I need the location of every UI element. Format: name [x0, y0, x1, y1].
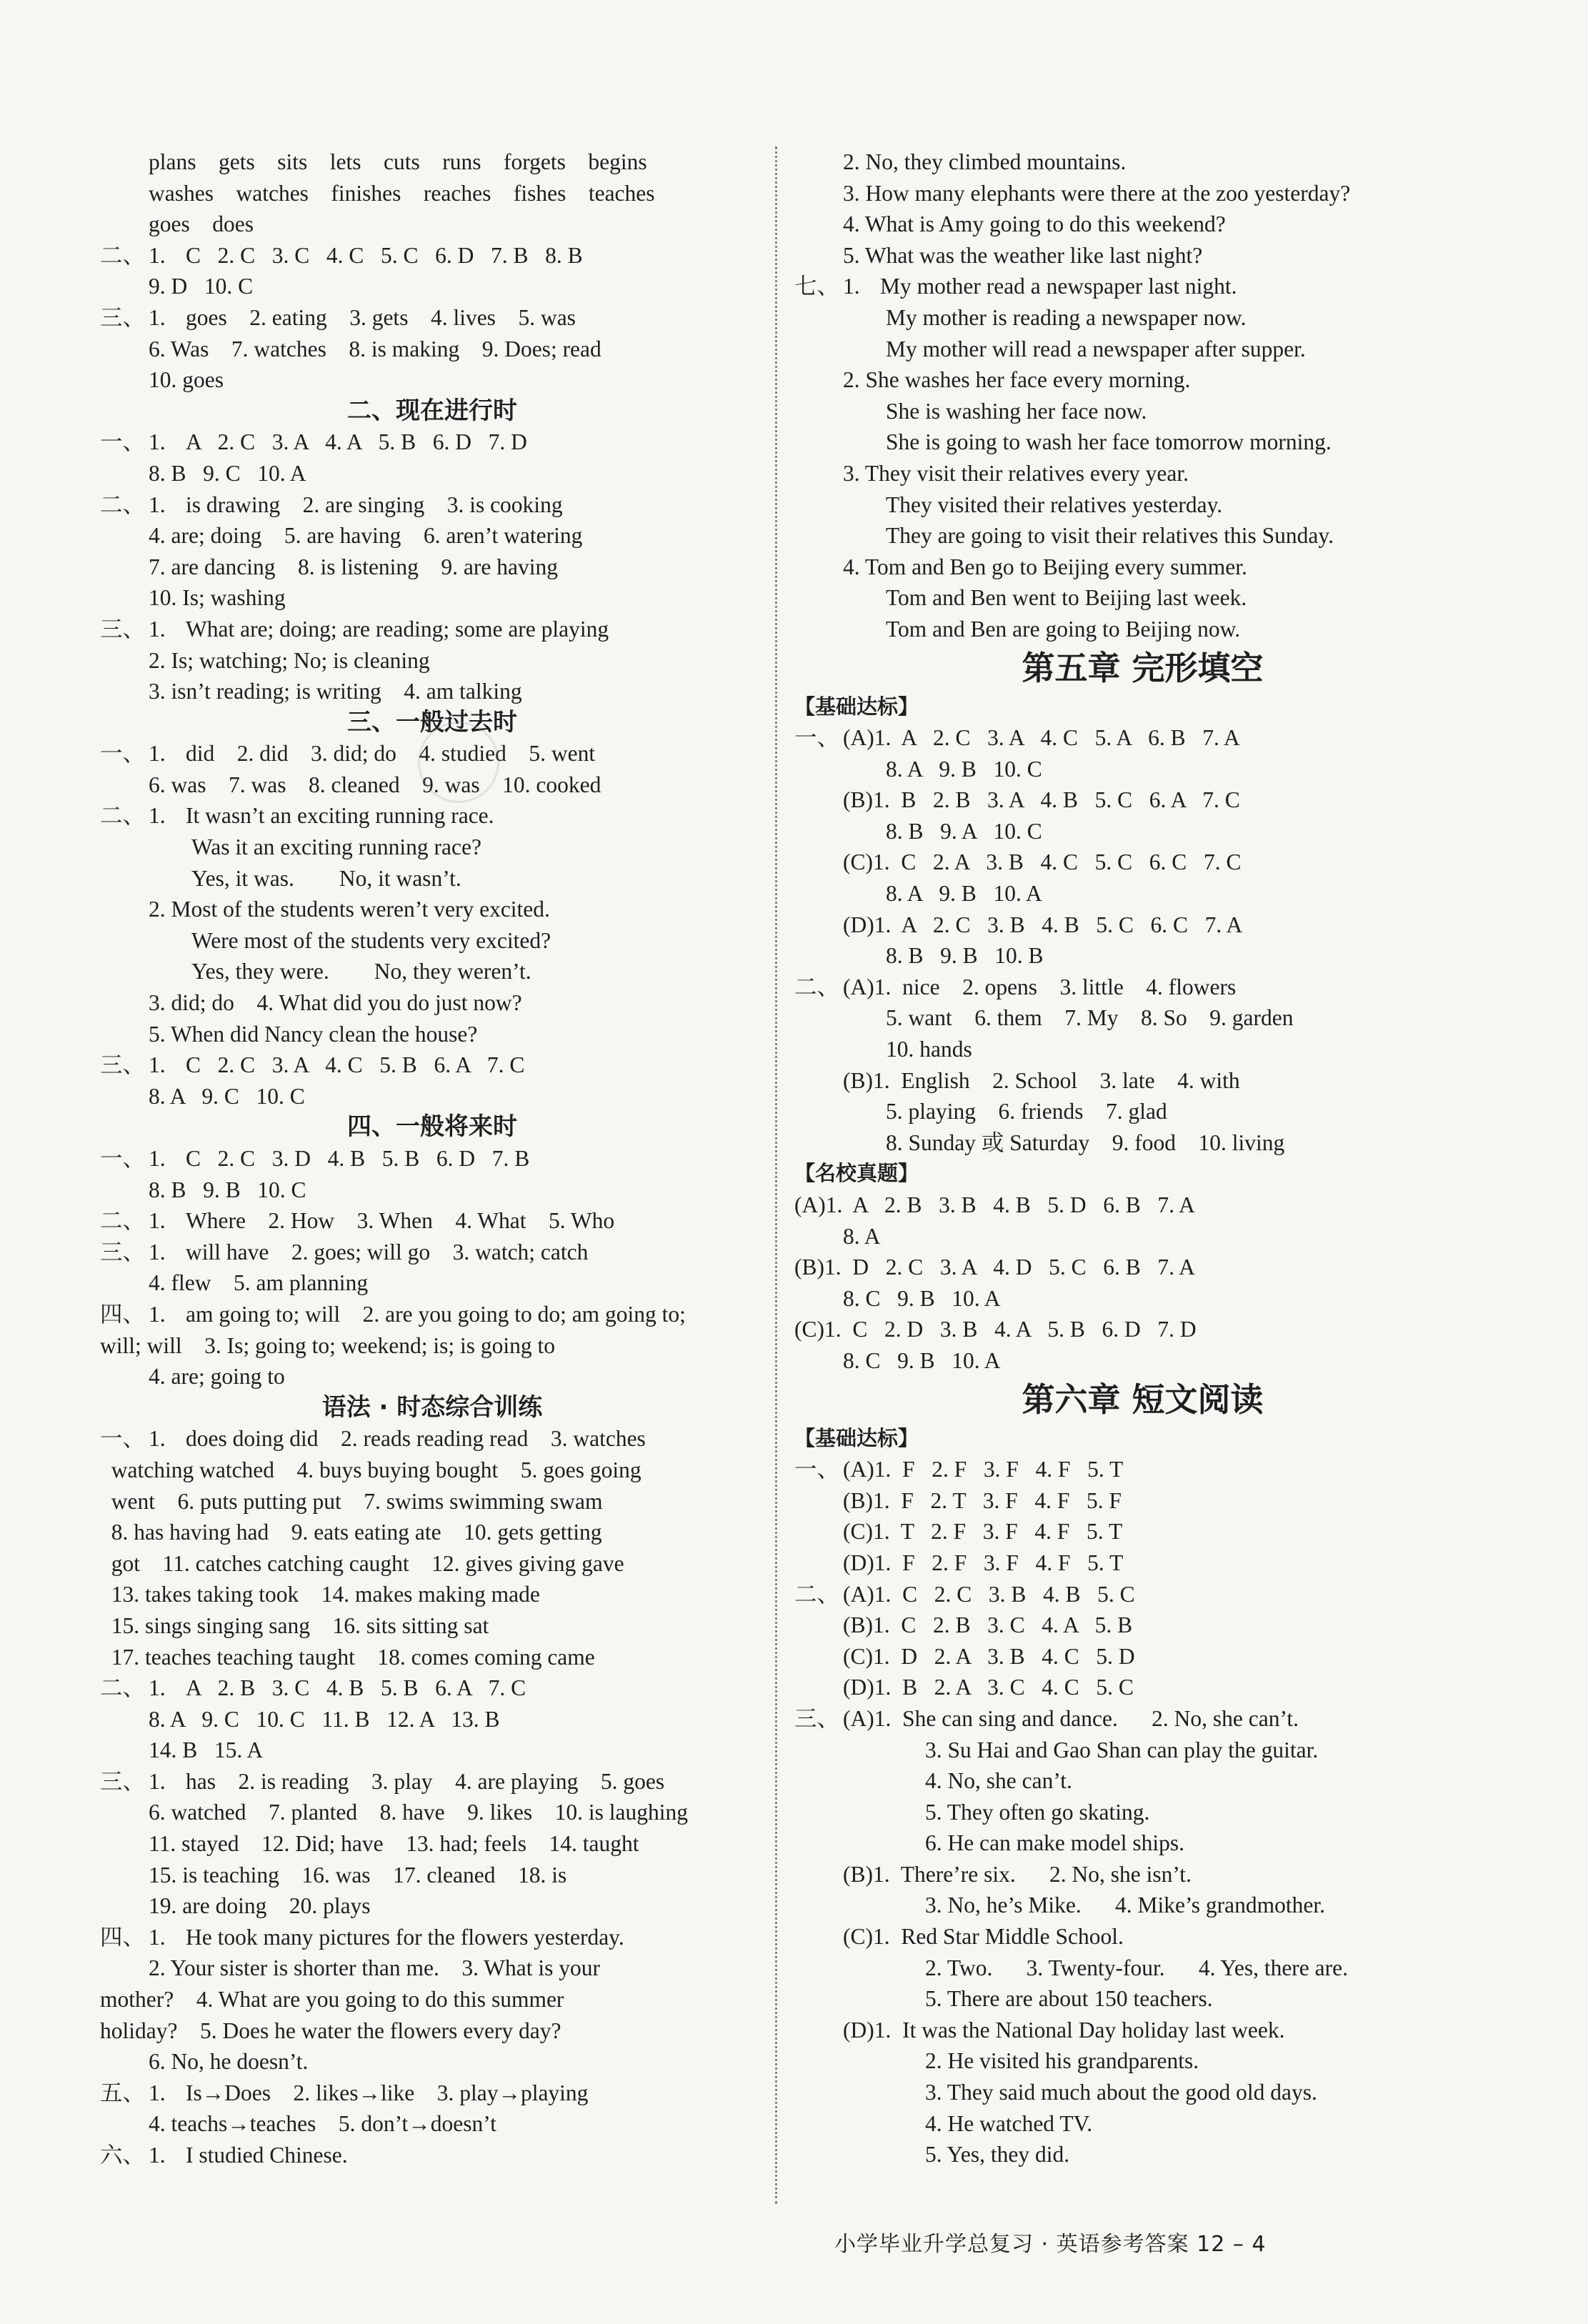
answer-text: She is washing her face now. [886, 398, 1147, 424]
item-number: 1. [149, 1426, 166, 1452]
answer-text: 10. goes [149, 367, 224, 393]
answer-line [794, 1827, 1491, 1859]
answer-text: 3. They said much about the good old days. [925, 2080, 1317, 2105]
answer-text: 3. isn’t reading; is writing 4. am talking [149, 679, 522, 704]
section-marker: 一、 [794, 725, 840, 751]
answer-line [100, 1704, 764, 1735]
answer-text: got 11. catches catching caught 12. gives giving gave [100, 1550, 624, 1576]
section-marker: 三、 [100, 1768, 146, 1794]
subsection-label: 【基础达标】 [794, 1425, 919, 1450]
answer-line [100, 863, 764, 894]
answer-text: (D)1. F 2. F 3. F 4. F 5. T [843, 1550, 1124, 1575]
answer-text: (A)1. A 2. B 3. B 4. B 5. D 6. B 7. A [794, 1192, 1195, 1217]
answer-text: 5. They often go skating. [925, 1799, 1150, 1825]
answer-text: went 6. puts putting put 7. swims swimming swam [100, 1488, 603, 1514]
answer-text: 2. Most of the students weren’t very excited. [149, 897, 550, 922]
answer-line [794, 427, 1491, 458]
answer-text: 6. Was 7. watches 8. is making 9. Does; read [149, 336, 601, 361]
answer-text: (B)1. English 2. School 3. late 4. with [843, 1067, 1240, 1093]
answer-text: 5. When did Nancy clean the house? [149, 1021, 478, 1047]
section-heading: 二、现在进行时 [347, 396, 517, 425]
answer-line [794, 1797, 1491, 1828]
answer-line [794, 972, 1491, 1003]
answer-line [100, 1486, 764, 1517]
answer-text: 3. They visit their relatives every year. [843, 460, 1189, 486]
faint-stamp-mark [418, 722, 499, 803]
answer-text: 4. Tom and Ben go to Beijing every summer. [843, 554, 1247, 579]
answer-line [100, 1548, 764, 1580]
item-number: 1. [149, 1052, 166, 1078]
answer-text: (C)1. Red Star Middle School. [843, 1924, 1124, 1950]
answer-text: 7. are dancing 8. is listening 9. are having [149, 554, 558, 579]
answer-line [100, 800, 764, 832]
item-number: 1. [149, 803, 166, 829]
answer-text: 9. D 10. C [149, 274, 254, 299]
answer-text: 4. are; going to [149, 1364, 285, 1390]
answer-line [100, 1828, 764, 1860]
answer-text: A 2. B 3. C 4. B 5. B 6. A 7. C [186, 1675, 526, 1701]
answer-line [100, 2140, 764, 2171]
answer-line [100, 334, 764, 365]
section-marker: 二、 [794, 1581, 840, 1607]
answer-line [794, 1610, 1491, 1641]
answer-line [794, 2139, 1491, 2170]
answer-text: (A)1. nice 2. opens 3. little 4. flowers [843, 974, 1237, 999]
answer-line [794, 909, 1491, 941]
section-marker: 三、 [100, 304, 146, 330]
answer-line [794, 1579, 1491, 1610]
answer-text: 4. He watched TV. [925, 2110, 1093, 2136]
answer-text: 4. are; doing 5. are having 6. aren’t watering [149, 523, 583, 549]
answer-text: 14. B 15. A [149, 1737, 264, 1763]
answer-text: He took many pictures for the flowers yesterday. [186, 1924, 624, 1950]
answer-text: Was it an exciting running race? [191, 834, 481, 860]
answer-text: 5. Yes, they did. [925, 2142, 1070, 2168]
item-number: 1. [149, 2080, 166, 2105]
answer-line [100, 1081, 764, 1112]
section-marker: 三、 [100, 1052, 146, 1078]
section-marker: 四、 [100, 1301, 146, 1327]
answer-line [794, 847, 1491, 878]
answer-text: 6. He can make model ships. [925, 1830, 1185, 1856]
answer-text: 5. There are about 150 teachers. [925, 1986, 1213, 2012]
answer-text: 6. No, he doesn’t. [149, 2049, 309, 2075]
answer-text: (A)1. C 2. C 3. B 4. B 5. C [843, 1581, 1135, 1607]
subsection-label: 【名校真题】 [794, 1161, 919, 1186]
answer-line [794, 209, 1491, 240]
answer-text: 8. C 9. B 10. A [843, 1285, 1001, 1311]
answer-line [794, 1096, 1491, 1127]
answer-line [794, 784, 1491, 816]
answer-line [794, 1735, 1491, 1766]
answer-text: will have 2. goes; will go 3. watch; catch [186, 1239, 589, 1265]
item-number: 1. [149, 616, 166, 642]
answer-line [794, 878, 1491, 909]
answer-line [794, 1127, 1491, 1159]
section-marker: 一、 [100, 1426, 146, 1452]
answer-line [794, 520, 1491, 552]
answer-line [100, 1267, 764, 1299]
answer-text: did 2. did 3. did; do 4. studied 5. went [186, 741, 596, 767]
answer-line [794, 1485, 1491, 1517]
answer-text: (B)1. C 2. B 3. C 4. A 5. B [843, 1612, 1133, 1638]
answer-text: 15. is teaching 16. was 17. cleaned 18. is [149, 1862, 567, 1887]
answer-line [794, 1454, 1491, 1485]
answer-line [794, 1765, 1491, 1797]
answer-text: (B)1. D 2. C 3. A 4. D 5. C 6. B 7. A [794, 1255, 1195, 1280]
answer-line [794, 754, 1491, 785]
answer-text: 5. want 6. them 7. My 8. So 9. garden [886, 1005, 1294, 1031]
section-marker: 四、 [100, 1924, 146, 1950]
answer-text: They are going to visit their relatives this Sunday. [886, 523, 1334, 549]
answer-line [100, 1642, 764, 1673]
left-column [100, 146, 764, 2171]
answer-text: (C)1. C 2. D 3. B 4. A 5. B 6. D 7. D [794, 1317, 1197, 1342]
answer-line [100, 925, 764, 957]
answer-line [794, 1252, 1491, 1283]
section-marker: 一、 [100, 429, 146, 455]
answer-text: plans gets sits lets cuts runs forgets begins [149, 149, 647, 174]
answer-line [794, 614, 1491, 645]
answer-text: 17. teaches teaching taught 18. comes coming came [100, 1644, 595, 1670]
answer-text: My mother will read a newspaper after supper. [886, 336, 1306, 361]
answer-line [100, 1766, 764, 1797]
answer-text: Is→Does 2. likes→like 3. play→playing [186, 2080, 589, 2105]
answer-line [100, 2078, 764, 2109]
answer-text: C 2. C 3. A 4. C 5. B 6. A 7. C [186, 1052, 525, 1078]
answer-text: 2. She washes her face every morning. [843, 367, 1191, 393]
answer-line [794, 2108, 1491, 2140]
item-number: 1. [149, 242, 166, 268]
answer-line [794, 2077, 1491, 2108]
section-marker: 一、 [794, 1457, 840, 1482]
answer-text: will; will 3. Is; going to; weekend; is; is going to [100, 1332, 555, 1358]
answer-text: 5. playing 6. friends 7. glad [886, 1099, 1167, 1124]
answer-text: 4. teachs→teaches 5. don’t→doesn’t [149, 2111, 496, 2137]
answer-line [794, 1672, 1491, 1703]
answer-line [794, 582, 1491, 614]
answer-text: She is going to wash her face tomorrow morning. [886, 429, 1332, 455]
answer-text: 6. was 7. was 8. cleaned 9. was 10. cooked [149, 772, 601, 797]
section-marker: 二、 [100, 1675, 146, 1701]
answer-line [100, 364, 764, 396]
answer-text: 3. Su Hai and Gao Shan can play the guitar. [925, 1737, 1319, 1762]
answer-line [794, 1345, 1491, 1377]
answer-line [794, 1921, 1491, 1953]
answer-line [100, 458, 764, 489]
answer-text: Yes, they were. No, they weren’t. [191, 959, 531, 984]
answer-text: 8. A 9. B 10. C [886, 756, 1042, 782]
answer-line [100, 552, 764, 583]
answer-text: 5. What was the weather like last night? [843, 242, 1203, 268]
answer-text: 2. Two. 3. Twenty-four. 4. Yes, there are. [925, 1955, 1348, 1980]
answer-text: 2. Your sister is shorter than me. 3. What is your [149, 1955, 600, 1981]
answer-line [100, 271, 764, 302]
answer-line [794, 146, 1491, 178]
answer-line [794, 1641, 1491, 1672]
answer-text: (D)1. A 2. C 3. B 4. B 5. C 6. C 7. A [843, 912, 1243, 937]
answer-text: 8. C 9. B 10. A [843, 1347, 1001, 1373]
answer-line [100, 1049, 764, 1081]
answer-text: has 2. is reading 3. play 4. are playing 5. goes [186, 1768, 665, 1794]
answer-line [794, 940, 1491, 972]
item-number: 1. [149, 1239, 166, 1265]
answer-line [100, 178, 764, 209]
answer-text: 4. No, she can’t. [925, 1768, 1072, 1794]
answer-line [794, 271, 1491, 302]
answer-line [100, 1423, 764, 1455]
answer-text: C 2. C 3. C 4. C 5. C 6. D 7. B 8. B [186, 242, 583, 268]
answer-line [100, 209, 764, 240]
answer-line [100, 1890, 764, 1922]
answer-line [100, 1299, 764, 1330]
answer-text: My mother read a newspaper last night. [880, 274, 1237, 299]
answer-line [100, 582, 764, 614]
section-marker: 三、 [794, 1705, 840, 1731]
answer-text: 3. How many elephants were there at the zoo yesterday? [843, 180, 1351, 206]
answer-line [100, 1330, 764, 1362]
section-marker: 二、 [100, 242, 146, 268]
answer-line [100, 1019, 764, 1050]
answer-text: 8. has having had 9. eats eating ate 10. gets getting [100, 1520, 602, 1545]
answer-line [794, 1890, 1491, 1921]
answer-line [794, 489, 1491, 521]
answer-line [100, 1953, 764, 1984]
answer-line [100, 1237, 764, 1268]
answer-text: 11. stayed 12. Did; have 13. had; feels 14. taught [149, 1831, 639, 1857]
answer-text: It wasn’t an exciting running race. [186, 803, 494, 829]
answer-text: 15. sings singing sang 16. sits sitting sat [100, 1612, 489, 1638]
item-number: 1. [149, 1768, 166, 1794]
answer-line [794, 1983, 1491, 2015]
section-marker: 三、 [100, 616, 146, 642]
answer-line [100, 427, 764, 458]
answer-text: 10. hands [886, 1037, 972, 1062]
answer-line [100, 1455, 764, 1486]
answer-line [100, 1175, 764, 1206]
column-divider [775, 146, 777, 2204]
answer-line [794, 1065, 1491, 1097]
answer-text: (A)1. F 2. F 3. F 4. F 5. T [843, 1457, 1124, 1482]
item-number: 1. [149, 1924, 166, 1950]
answer-line [794, 2015, 1491, 2046]
answer-text: 8. B 9. A 10. C [886, 818, 1042, 844]
item-number: 1. [149, 1675, 166, 1701]
section-marker: 一、 [100, 741, 146, 767]
answer-text: 4. flew 5. am planning [149, 1270, 369, 1296]
chapter-heading: 第五章 完形填空 [1022, 648, 1264, 687]
answer-text: (C)1. D 2. A 3. B 4. C 5. D [843, 1643, 1135, 1669]
answer-text: Yes, it was. No, it wasn’t. [191, 865, 461, 891]
answer-text: (C)1. C 2. A 3. B 4. C 5. C 6. C 7. C [843, 849, 1242, 875]
answer-text: Where 2. How 3. When 4. What 5. Who [186, 1208, 615, 1234]
answer-line [100, 832, 764, 863]
answer-line [100, 302, 764, 334]
answer-line [100, 1672, 764, 1704]
answer-line [794, 240, 1491, 271]
answer-text: My mother is reading a newspaper now. [886, 304, 1247, 330]
answer-line [794, 458, 1491, 489]
answer-text: (D)1. B 2. A 3. C 4. C 5. C [843, 1675, 1134, 1700]
answer-line [794, 364, 1491, 396]
answer-text: washes watches finishes reaches fishes teaches [149, 180, 655, 206]
answer-line [794, 302, 1491, 334]
answer-text: 8. A [843, 1223, 881, 1249]
answer-text: Were most of the students very excited? [191, 927, 551, 953]
answer-line [100, 146, 764, 178]
page-footer: 小学毕业升学总复习 · 英语参考答案 12 – 4 [834, 2232, 1267, 2257]
answer-line [100, 2108, 764, 2140]
answer-line [100, 987, 764, 1019]
answer-text: 19. are doing 20. plays [149, 1893, 371, 1919]
answer-text: (D)1. It was the National Day holiday last week. [843, 2017, 1285, 2043]
chapter-heading: 第六章 短文阅读 [1022, 1380, 1264, 1419]
answer-line [100, 489, 764, 521]
answer-text: 2. Is; watching; No; is cleaning [149, 647, 430, 673]
answer-text: 3. No, he’s Mike. 4. Mike’s grandmother. [925, 1892, 1325, 1918]
answer-text: (B)1. F 2. T 3. F 4. F 5. F [843, 1487, 1122, 1513]
answer-text: 10. Is; washing [149, 585, 286, 611]
section-marker: 一、 [100, 1146, 146, 1171]
answer-line [100, 645, 764, 677]
answer-text: 13. takes taking took 14. makes making made [100, 1582, 540, 1607]
answer-line [100, 520, 764, 552]
answer-text: 8. B 9. B 10. C [149, 1177, 306, 1202]
answer-text: 8. Sunday 或 Saturday 9. food 10. living [886, 1129, 1285, 1155]
answer-text: (A)1. She can sing and dance. 2. No, she can’t. [843, 1705, 1299, 1731]
answer-text: They visited their relatives yesterday. [886, 492, 1223, 517]
answer-line [794, 396, 1491, 427]
answer-text: (B)1. There’re six. 2. No, she isn’t. [843, 1861, 1192, 1887]
answer-line [794, 1190, 1491, 1221]
answer-line [794, 1283, 1491, 1315]
subsection-label: 【基础达标】 [794, 694, 919, 719]
answer-line [100, 1205, 764, 1237]
item-number: 1. [149, 1208, 166, 1234]
answer-text: 2. No, they climbed mountains. [843, 149, 1127, 174]
answer-line [100, 1735, 764, 1766]
answer-text: 8. A 9. C 10. C [149, 1083, 305, 1109]
answer-line [100, 1361, 764, 1392]
answer-line [100, 1579, 764, 1610]
answer-line [100, 1860, 764, 1891]
answer-text: A 2. C 3. A 4. A 5. B 6. D 7. D [186, 429, 527, 455]
answer-line [794, 1516, 1491, 1547]
section-marker: 三、 [100, 1239, 146, 1265]
answer-line [794, 816, 1491, 847]
answer-line [100, 2015, 764, 2047]
answer-line [100, 2046, 764, 2078]
answer-line [100, 240, 764, 271]
answer-text: (A)1. A 2. C 3. A 4. C 5. A 6. B 7. A [843, 725, 1240, 751]
item-number: 1. [149, 1146, 166, 1171]
answer-text: C 2. C 3. D 4. B 5. B 6. D 7. B [186, 1146, 530, 1171]
section-heading: 三、一般过去时 [347, 707, 517, 737]
answer-text: goes 2. eating 3. gets 4. lives 5. was [186, 304, 576, 330]
answer-line [794, 1703, 1491, 1735]
answer-text: (B)1. B 2. B 3. A 4. B 5. C 6. A 7. C [843, 787, 1240, 813]
answer-line [100, 1610, 764, 1642]
answer-line [794, 1953, 1491, 1984]
answer-text: am going to; will 2. are you going to do; am going to; [186, 1301, 686, 1327]
answer-line [794, 722, 1491, 754]
answer-text: 2. He visited his grandparents. [925, 2048, 1199, 2074]
answer-text: What are; doing; are reading; some are playing [186, 616, 609, 642]
item-number: 1. [149, 429, 166, 455]
answer-line [100, 1517, 764, 1548]
item-number: 1. [843, 274, 860, 299]
answer-line [100, 1797, 764, 1828]
answer-line [794, 1221, 1491, 1252]
answer-text: (C)1. T 2. F 3. F 4. F 5. T [843, 1519, 1123, 1545]
answer-text: 3. did; do 4. What did you do just now? [149, 990, 522, 1016]
answer-text: Tom and Ben went to Beijing last week. [886, 585, 1247, 611]
answer-text: I studied Chinese. [186, 2143, 348, 2168]
item-number: 1. [149, 304, 166, 330]
section-heading: 语法 · 时态综合训练 [321, 1392, 543, 1422]
answer-line [794, 1859, 1491, 1890]
answer-text: mother? 4. What are you going to do this summer [100, 1987, 564, 2013]
right-column [794, 146, 1491, 2170]
answer-line [100, 614, 764, 645]
answer-text: Tom and Ben are going to Beijing now. [886, 616, 1241, 642]
answer-text: holiday? 5. Does he water the flowers every day? [100, 2018, 561, 2043]
answer-line [100, 1984, 764, 2015]
answer-line [794, 552, 1491, 583]
section-marker: 七、 [794, 274, 840, 299]
answer-text: 4. What is Amy going to do this weekend? [843, 211, 1226, 237]
answer-line [794, 1034, 1491, 1065]
answer-line [794, 334, 1491, 365]
answer-line [100, 1922, 764, 1953]
answer-text: 6. watched 7. planted 8. have 9. likes 10. is laughing [149, 1800, 688, 1825]
answer-line [794, 1314, 1491, 1345]
answer-line [100, 1143, 764, 1175]
item-number: 1. [149, 492, 166, 517]
answer-text: 8. A 9. C 10. C 11. B 12. A 13. B [149, 1706, 500, 1732]
answer-text: 8. B 9. C 10. A [149, 460, 306, 486]
section-heading: 四、一般将来时 [347, 1112, 517, 1142]
answer-line [794, 1002, 1491, 1034]
answer-text: goes does [149, 211, 254, 237]
answer-line [794, 1547, 1491, 1579]
answer-line [794, 178, 1491, 209]
answer-line [794, 2045, 1491, 2077]
answer-text: watching watched 4. buys buying bought 5. goes going [100, 1457, 641, 1482]
section-marker: 六、 [100, 2143, 146, 2168]
answer-line [100, 676, 764, 707]
item-number: 1. [149, 2143, 166, 2168]
answer-text: does doing did 2. reads reading read 3. watches [186, 1426, 646, 1452]
item-number: 1. [149, 1301, 166, 1327]
section-marker: 五、 [100, 2080, 146, 2105]
section-marker: 二、 [100, 1208, 146, 1234]
answer-text: is drawing 2. are singing 3. is cooking [186, 492, 563, 517]
item-number: 1. [149, 741, 166, 767]
section-marker: 二、 [100, 492, 146, 517]
section-marker: 二、 [100, 803, 146, 829]
section-marker: 二、 [794, 974, 840, 999]
answer-line [100, 956, 764, 987]
answer-text: 8. B 9. B 10. B [886, 943, 1044, 969]
answer-text: 8. A 9. B 10. A [886, 881, 1042, 907]
answer-line [100, 894, 764, 925]
